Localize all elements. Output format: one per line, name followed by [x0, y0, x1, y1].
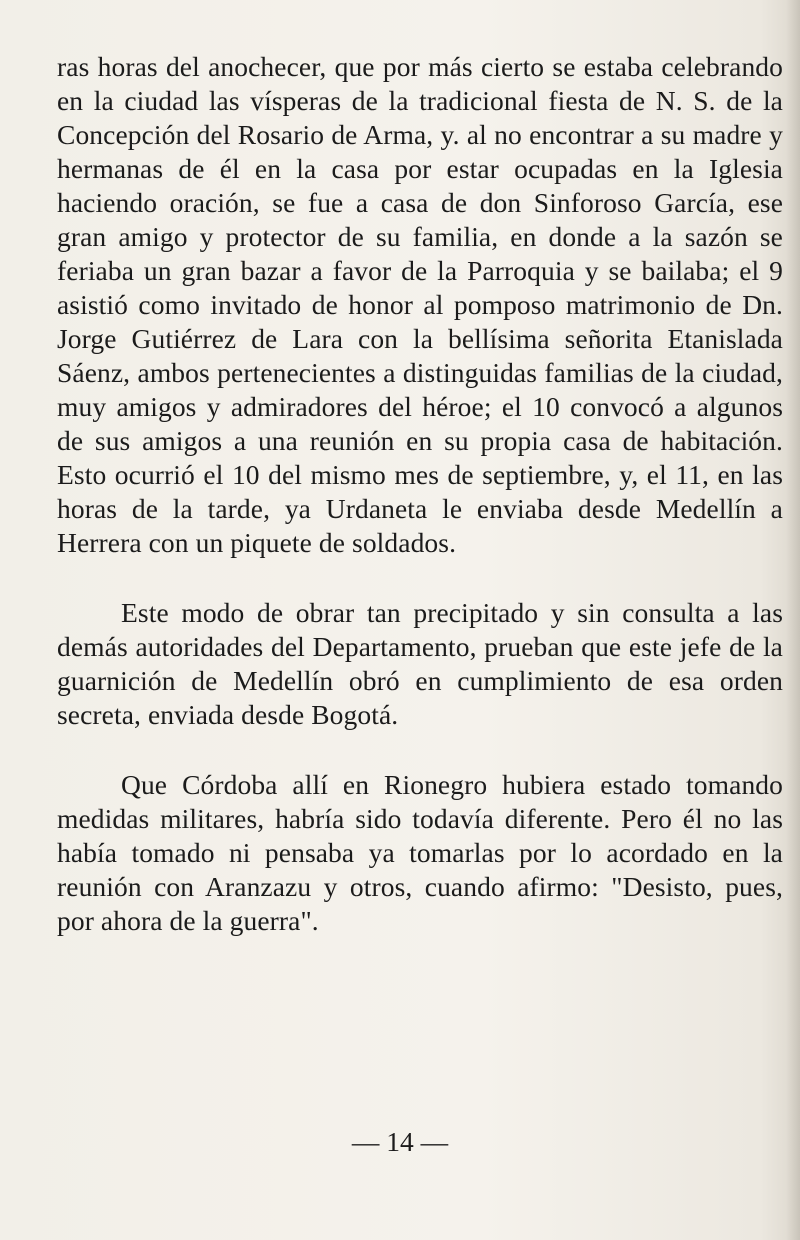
paragraph-2: Este modo de obrar tan precipitado y sin consulta a las demás autoridades del Departamento, prueban que este jefe de la guarnición de Medellín obró en cumplimiento de esa orden secreta, enviada desde Bogotá. [57, 597, 783, 730]
page-edge-shadow [786, 0, 800, 1240]
paragraph-3: Que Córdoba allí en Rionegro hubiera estado tomando medidas militares, habría sido todavía diferente. Pero él no las había tomado ni pensaba ya tomarlas por lo acordado en la reunión con Aranzazu y otros, cuando afirmo: "Desisto, pues, por ahora de la guerra". [57, 769, 783, 936]
paragraph-1: ras horas del anochecer, que por más cierto se estaba celebrando en la ciudad las vísperas de la tradicional fiesta de N. S. de la Concepción del Rosario de Arma, y. al no encontrar a su madre y hermanas de él en la casa por estar ocupadas en la Iglesia haciendo oración, se fue a casa de don Sinforoso García, ese gran amigo y protector de su familia, en donde a la sazón se feriaba un gran bazar a favor de la Parroquia y se bailaba; el 9 asistió como invitado de honor al pomposo matrimonio de Dn. Jorge Gutiérrez de Lara con la bellísima señorita Etanislada Sáenz, ambos pertenecientes a distinguidas familias de la ciudad, muy amigos y admiradores del héroe; el 10 convocó a algunos de sus amigos a una reunión en su propia casa de habitación. Esto ocurrió el 10 del mismo mes de septiembre, y, el 11, en las horas de la tarde, ya Urdaneta le enviaba desde Medellín a Herrera con un piquete de soldados. [57, 51, 783, 558]
body-text [57, 50, 783, 938]
page-number: — 14 — [351, 1126, 449, 1157]
